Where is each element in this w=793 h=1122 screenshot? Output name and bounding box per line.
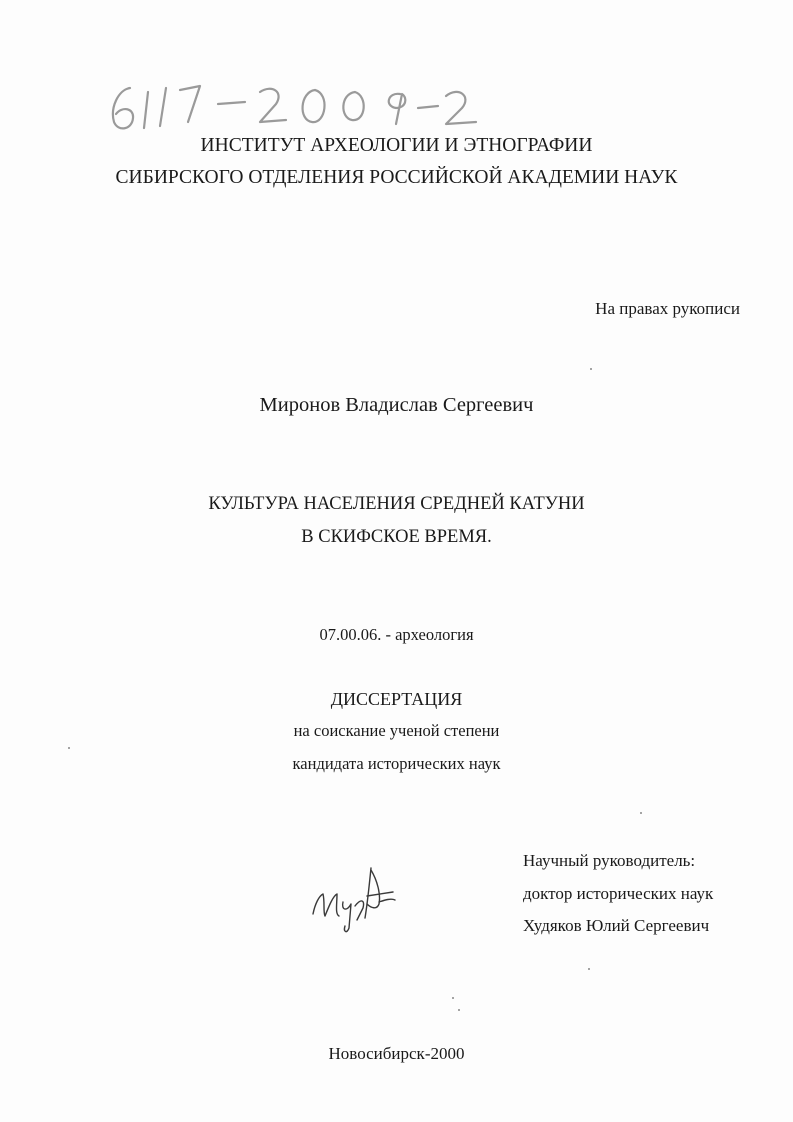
author-signature xyxy=(305,858,405,938)
dissertation-title-line-1: КУЛЬТУРА НАСЕЛЕНИЯ СРЕДНЕЙ КАТУНИ xyxy=(208,494,585,514)
handwritten-registration-number xyxy=(100,70,500,140)
scan-speck xyxy=(68,747,70,749)
scan-speck xyxy=(452,997,454,999)
institute-name-line-1: ИНСТИТУТ АРХЕОЛОГИИ И ЭТНОГРАФИИ xyxy=(200,135,593,156)
institute-name-line-2: СИБИРСКОГО ОТДЕЛЕНИЯ РОССИЙСКОЙ АКАДЕМИИ НАУК xyxy=(115,167,678,188)
degree-line-2: кандидата исторических наук xyxy=(292,754,501,773)
supervisor-name: Худяков Юлий Сергеевич xyxy=(523,916,710,935)
scan-speck xyxy=(590,368,592,370)
city-and-year: Новосибирск-2000 xyxy=(328,1044,465,1063)
degree-line-1: на соискание ученой степени xyxy=(293,721,500,740)
author-name: Миронов Владислав Сергеевич xyxy=(259,394,534,416)
scan-speck xyxy=(458,1009,460,1011)
supervisor-label: Научный руководитель: xyxy=(523,851,696,870)
work-type-heading: ДИССЕРТАЦИЯ xyxy=(330,689,463,709)
supervisor-degree: доктор исторических наук xyxy=(523,884,714,903)
dissertation-title-line-2: В СКИФСКОЕ ВРЕМЯ. xyxy=(301,527,492,547)
specialty-code: 07.00.06. - археология xyxy=(319,625,474,644)
manuscript-rights-note: На правах рукописи xyxy=(595,299,740,318)
scan-speck xyxy=(640,812,642,814)
scan-speck xyxy=(588,968,590,970)
